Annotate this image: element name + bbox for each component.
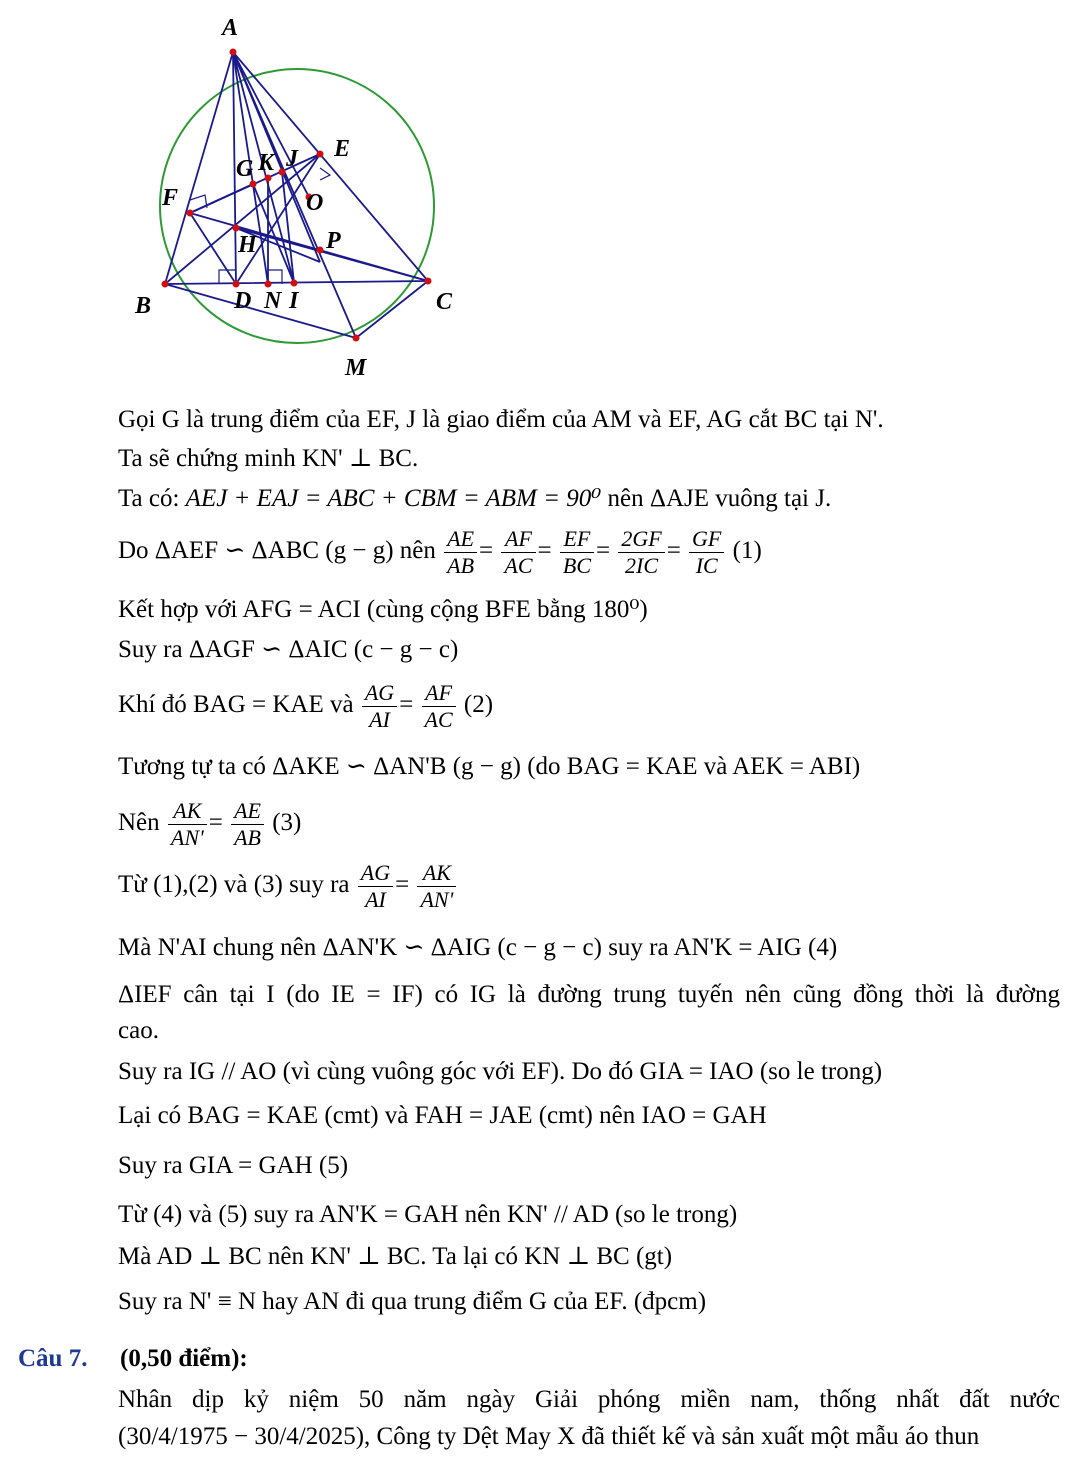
label-F: F [162, 185, 179, 211]
proof-line-3 [118, 484, 831, 514]
eq-number: (2) [463, 691, 494, 719]
proof-line-7: Khí đó BAG = KAE và $\frac{AG}{AI}$ = $\frac{AF}{AC}$ (2) [118, 680, 494, 732]
point-J [279, 169, 286, 176]
point-H [233, 225, 240, 232]
label-M: M [345, 355, 367, 381]
label-H: H [238, 232, 257, 258]
text: Ta có: [118, 485, 180, 512]
label-D: D [234, 288, 252, 314]
proof-line-2: Ta sẽ chứng minh KN' ⊥ BC. [118, 445, 419, 472]
proof-line-8: Tương tự ta có ΔAKE ∽ ΔAN'B (g − g) (do BAG = KAE và AEK = ABI) [118, 753, 861, 780]
question-title: Câu 7. [18, 1345, 88, 1372]
proof-line-17: Từ (4) và (5) suy ra AN'K = GAH nên KN' // AD (so le trong) [118, 1201, 738, 1228]
fraction: $\frac{AG}{AI}$ [362, 680, 397, 733]
text: Do ΔAEF ∽ ΔABC (g − g) nên [118, 537, 436, 565]
label-J: J [286, 146, 298, 172]
proof-line-4: Do ΔAEF ∽ ΔABC (g − g) nên $\frac{AE}{AB}$ = $\frac{AF}{AC}$ = $\frac{EF}{BC}$ = $\frac{2GF}{2IC}$ = $\frac{GF}{IC}$ (1) [118, 526, 762, 578]
label-O: O [306, 190, 324, 216]
fraction: $\frac{AG}{AI}$ [358, 860, 393, 913]
proof-line-10: Từ (1),(2) và (3) suy ra $\frac{AG}{AI}$ = $\frac{AK}{AN'}$ [118, 860, 458, 913]
point-D [233, 281, 240, 288]
point-N [265, 281, 272, 288]
eq-number: (1) [732, 537, 762, 565]
geometry-figure [120, 0, 480, 395]
text: Khí đó BAG = KAE và [118, 691, 354, 719]
fraction: $\frac{AF}{AC}$ [422, 680, 456, 733]
fraction: $\frac{AE}{AB}$ [231, 798, 264, 851]
point-M [353, 335, 360, 342]
label-A: A [222, 15, 239, 41]
fraction: $\frac{AK}{AN'}$ [168, 798, 207, 851]
proof-line-12: ΔIEF cân tại I (do IE = IF) có IG là đường trung tuyến nên cũng đồng thời là đường [118, 981, 1060, 1008]
proof-line-1: Gọi G là trung điểm của EF, J là giao điểm của AM và EF, AG cắt BC tại N'. [118, 406, 884, 433]
point-A [230, 49, 237, 56]
fraction: $\frac{EF}{BC}$ [560, 526, 594, 579]
proof-line-9: Nên $\frac{AK}{AN'}$ = $\frac{AE}{AB}$ (3) [118, 798, 302, 850]
label-C: C [436, 289, 453, 315]
fraction: $\frac{AE}{AB}$ [444, 526, 477, 579]
label-E: E [334, 136, 351, 162]
proof-line-18: Mà AD ⊥ BC nên KN' ⊥ BC. Ta lại có KN ⊥ BC (gt) [118, 1243, 673, 1270]
label-B: B [135, 293, 152, 319]
fraction: $\frac{AK}{AN'}$ [417, 860, 456, 913]
proof-line-5: Kết hợp với AFG = ACI (cùng cộng BFE bằng 180⁰) [118, 596, 648, 623]
label-I: I [289, 288, 299, 314]
fraction: $\frac{GF}{IC}$ [689, 526, 724, 579]
proof-line-16: Suy ra GIA = GAH (5) [118, 1152, 349, 1179]
proof-line-6: Suy ra ΔAGF ∽ ΔAIC (c − g − c) [118, 636, 459, 663]
question-paragraph-1: Nhân dịp kỷ niệm 50 năm ngày Giải phóng miền nam, thống nhất đất nước [118, 1386, 1060, 1413]
point-C [425, 278, 432, 285]
label-G: G [236, 156, 254, 182]
proof-line-11: Mà N'AI chung nên ΔAN'K ∽ ΔAIG (c − g − c) suy ra AN'K = AIG (4) [118, 934, 838, 961]
label-N: N [264, 288, 282, 314]
label-P: P [326, 228, 341, 254]
point-F [187, 210, 194, 217]
point-P [317, 247, 324, 254]
proof-line-13: cao. [118, 1017, 159, 1044]
question-points: (0,50 điểm): [120, 1345, 248, 1372]
text: Nên [118, 809, 160, 837]
point-I [291, 280, 298, 287]
proof-line-14: Suy ra IG // AO (vì cùng vuông góc với EF). Do đó GIA = IAO (so le trong) [118, 1058, 883, 1085]
text: nên ΔAJE vuông tại J. [607, 485, 832, 512]
text: Từ (1),(2) và (3) suy ra [118, 871, 350, 899]
proof-line-15: Lại có BAG = KAE (cmt) và FAH = JAE (cmt) nên IAO = GAH [118, 1102, 767, 1129]
proof-line-19: Suy ra N' ≡ N hay AN đi qua trung điểm G của EF. (đpcm) [118, 1288, 707, 1315]
angle-sum: AEJ + EAJ = ABC + CBM = ABM = 90⁰ [185, 485, 602, 512]
point-B [162, 281, 169, 288]
label-K: K [258, 150, 275, 176]
question-paragraph-2: (30/4/1975 − 30/4/2025), Công ty Dệt May X đã thiết kế và sản xuất một mẫu áo thun [118, 1423, 980, 1450]
point-E [317, 151, 324, 158]
fraction: $\frac{2GF}{2IC}$ [618, 526, 664, 579]
eq-number: (3) [272, 809, 302, 837]
fraction: $\frac{AF}{AC}$ [501, 526, 535, 579]
